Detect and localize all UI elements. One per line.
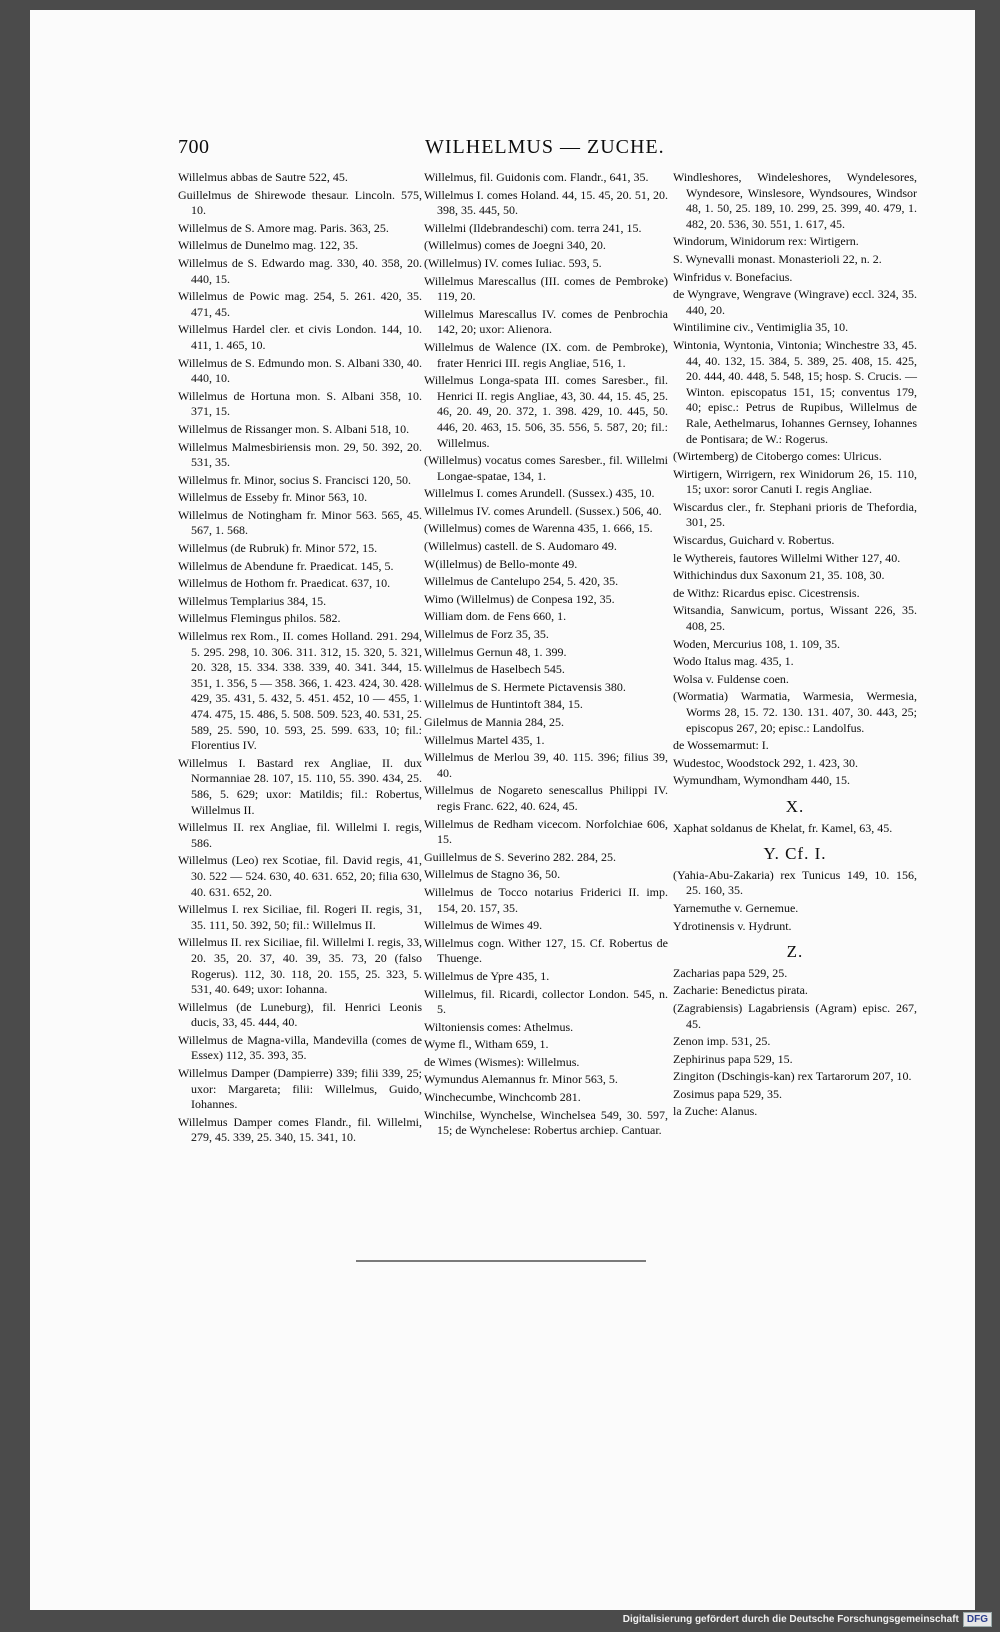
index-entry: Willelmi (Ildebrandeschi) com. terra 241, 15. [424,220,642,235]
index-entry: Willelmus I. comes Arundell. (Sussex.) 435, 10. [424,486,655,501]
index-entry: Zacharie: Benedictus pirata. [673,983,808,998]
index-entry: Wiltoniensis comes: Athelmus. [424,1019,574,1034]
page-number: 700 [178,136,210,158]
index-entry: Gilelmus de Mannia 284, 25. [424,715,564,729]
index-entry: le Wythereis, fautores Willelmi Wither 127, 40. [673,550,901,565]
dfg-logo: DFG [963,1612,992,1627]
index-entry: Ydrotinensis v. Hydrunt. [673,918,792,933]
index-entry: Willelmus IV. comes Arundell. (Sussex.) 506, 40. [424,503,662,518]
letter-heading: Y. Cf. I. [763,844,827,864]
index-entry: Wiscardus cler., fr. Stephani prioris de Thefordia, 301, 25. [673,499,917,530]
index-entry: Willelmus de S. Edmundo mon. S. Albani 330, 40. 440, 10. [178,355,422,386]
index-entry: Wintilimine civ., Ventimiglia 35, 10. [673,320,849,335]
index-entry: Willelmus Flemingus philos. 582. [178,611,341,626]
index-entry: Willelmus de S. Amore mag. Paris. 363, 25. [178,220,389,235]
index-entry: Guillelmus de Shirewode thesaur. Lincoln. 575, 10. [178,187,422,218]
index-entry: Willelmus abbas de Sautre 522, 45. [178,170,348,184]
index-column-2 [424,170,668,1141]
index-entry: (Willelmus) IV. comes Iuliac. 593, 5. [424,255,602,270]
index-entry: Winchilse, Wynchelse, Winchelsea 549, 30. 597, 15; de Wynchelese: Robertus archiep. Cantuar. [424,1107,668,1138]
index-entry: (Willelmus) vocatus comes Saresber., fil. Willelmi Longae-spatae, 134, 1. [424,453,668,483]
index-entry: Willelmus Gernun 48, 1. 399. [424,644,567,659]
index-entry: Willelmus Damper comes Flandr., fil. Willelmi, 279, 45. 339, 25. 340, 15. 341, 10. [178,1114,422,1145]
index-entry: Zenon imp. 531, 25. [673,1034,771,1049]
index-entry: Willelmus (de Rubruk) fr. Minor 572, 15. [178,541,378,556]
index-entry: de Wyngrave, Wengrave (Wingrave) eccl. 324, 35. 440, 20. [673,287,917,317]
index-entry: Willelmus de Rissanger mon. S. Albani 518, 10. [178,421,410,436]
index-column-1 [178,170,422,1148]
index-entry: (Wirtemberg) de Citobergo comes: Ulricus. [673,449,882,464]
index-entry: Willelmus de Hothom fr. Praedicat. 637, 10. [178,576,391,591]
index-entry: Willelmus de Magna-villa, Mandevilla (comes de Essex) 112, 35. 393, 35. [178,1032,422,1063]
index-entry: Willelmus de Abendune fr. Praedicat. 145, 5. [178,558,394,573]
index-entry: Woden, Mercurius 108, 1. 109, 35. [673,636,841,651]
index-entry: Xaphat soldanus de Khelat, fr. Kamel, 63, 45. [673,820,893,835]
index-entry: Willelmus de Tocco notarius Friderici II. imp. 154, 20. 157, 35. [424,884,668,915]
index-entry: Willelmus (Leo) rex Scotiae, fil. David regis, 41, 30. 522 — 524. 630, 40. 631. 652, 20; filia 630, 40. 631. 652, 20. [178,853,422,899]
index-entry: Willelmus Marescallus (III. comes de Pembroke) 119, 20. [424,273,668,304]
index-entry: Winchecumbe, Winchcomb 281. [424,1090,581,1105]
index-entry: Zephirinus papa 529, 15. [673,1051,793,1066]
page-header [30,130,975,170]
index-entry: Willelmus I. rex Siciliae, fil. Rogeri II. regis, 31, 35. 111, 50. 392, 50; fil.: Willelmus II. [178,902,422,932]
index-entry: Willelmus de Notingham fr. Minor 563. 565, 45. 567, 1. 568. [178,507,422,538]
index-entry: Willelmus de Walence (IX. com. de Pembroke), frater Henrici III. regis Angliae, 516, 1. [424,339,668,370]
index-entry: Yarnemuthe v. Gernemue. [673,900,799,915]
index-entry: W(illelmus) de Bello-monte 49. [424,556,578,571]
index-entry: Willelmus de Dunelmo mag. 122, 35. [178,238,359,253]
index-entry: Wodo Italus mag. 435, 1. [673,654,794,669]
index-entry: Willelmus (de Luneburg), fil. Henrici Leonis ducis, 33, 45. 444, 40. [178,999,422,1030]
index-entry: (Willelmus) comes de Joegni 340, 20. [424,238,606,253]
index-entry: la Zuche: Alanus. [673,1104,758,1119]
footer-credit: Digitalisierung gefördert durch die Deutsche Forschungsgemeinschaft [622,1613,959,1625]
index-entry: Willelmus de Cantelupo 254, 5. 420, 35. [424,574,619,589]
index-entry: (Willelmus) castell. de S. Audomaro 49. [424,539,617,554]
index-entry: Willelmus I. Bastard rex Angliae, II. dux Normanniae 28. 107, 15. 110, 55. 390. 434, 25. 586, 5. 629; uxor: Matildis; fil.: Robertus, Willelmus II. [178,755,422,817]
index-entry: Willelmus Longa-spata III. comes Saresber., fil. Henrici II. regis Angliae, 43, 30. 44, 15. 45, 25. 46, 20. 49, 20. 372, 1. 398. 429, 10. 445, 50. 446, 20. 463, 15. 506, 35. 556, 5. 587, 20; fil.: Willelmus. [424,373,668,450]
index-entry: Willelmus Malmesbiriensis mon. 29, 50. 392, 20. 531, 35. [178,439,422,470]
book-page [30,10,975,1610]
index-entry: de Withz: Ricardus episc. Cicestrensis. [673,585,860,600]
index-entry: Guillelmus de S. Severino 282. 284, 25. [424,849,616,864]
index-entry: Wintonia, Wyntonia, Vintonia; Winchestre 33, 45. 44, 40. 132, 15. 384, 5. 389, 25. 408, 15. 425, 20. 444, 40. 448, 5. 548, 15; hosp. S. Crucis. — Winton. episcopatus 151, 15; conventus 179, 40; episc.: Petrus de Rupibus, Willelmus de Rale, Aethelmarus, Iohannes Gernsey, Iohannes de Pontisara; de W.: Rogerus. [673,337,917,446]
index-entry: de Wossemarmut: I. [673,738,769,753]
running-title: WILHELMUS — ZUCHE. [425,136,665,158]
index-entry: Willelmus de S. Edwardo mag. 330, 40. 358, 20. 440, 15. [178,255,422,286]
index-entry: Winfridus v. Bonefacius. [673,269,793,284]
index-entry: Wirtigern, Wirrigern, rex Winidorum 26, 15. 110, 15; uxor: soror Canuti I. regis Angliae. [673,466,917,497]
index-entry: de Wimes (Wismes): Willelmus. [424,1054,580,1069]
index-entry: Willelmus Marescallus IV. comes de Penbrochia 142, 20; uxor: Alienora. [424,306,668,337]
index-entry: Willelmus de S. Hermete Pictavensis 380. [424,679,626,694]
index-entry: Willelmus de Powic mag. 254, 5. 261. 420, 35. 471, 45. [178,289,422,319]
index-entry: Willelmus de Nogareto senescallus Philippi IV. regis Franc. 622, 40. 624, 45. [424,783,668,813]
index-entry: Zosimus papa 529, 35. [673,1086,782,1101]
letter-heading: X. [785,796,805,816]
index-entry: Wolsa v. Fuldense coen. [673,671,789,686]
index-entry: Wymundus Alemannus fr. Minor 563, 5. [424,1072,618,1087]
index-entry: Witsandia, Sanwicum, portus, Wissant 226, 35. 408, 25. [673,603,917,634]
index-entry: S. Wynevalli monast. Monasterioli 22, n. 2. [673,251,882,266]
index-entry: Wyme fl., Witham 659, 1. [424,1037,549,1052]
index-entry: Willelmus rex Rom., II. comes Holland. 291. 294, 5. 295. 298, 10. 306. 311. 312, 15. 320, 5. 321, 20. 328, 15. 334. 338. 339, 40. 341. 344, 15. 351, 1. 356, 5 — 358. 366, 1. 423. 424, 30. 428. 429, 35. 431, 5. 432, 5. 451. 452, 10 — 455, 1. 474. 475, 15. 486, 5. 508. 509. 523, 40. 531, 25. 589, 25. 590, 10. 593, 25. 599. 633, 10; fil.: Florentius IV. [178,629,422,753]
index-entry: Willelmus de Merlou 39, 40. 115. 396; filius 39, 40. [424,750,668,780]
page-rule [356,1260,646,1262]
index-entry: Willelmus cogn. Wither 127, 15. Cf. Robertus de Thuenge. [424,935,668,966]
index-entry: Windleshores, Windeleshores, Wyndelesores, Wyndesore, Winslesore, Wyndsoures, Windsor 48, 1. 50, 25. 189, 10. 299, 25. 399, 40. 479, 1. 482, 20. 536, 30. 551, 1. 617, 45. [673,170,917,231]
index-entry: Willelmus de Huntintoft 384, 15. [424,697,583,712]
index-entry: (Willelmus) comes de Warenna 435, 1. 666, 15. [424,521,653,536]
index-entry: Zingiton (Dschingis-kan) rex Tartarorum 207, 10. [673,1069,912,1084]
index-entry: Willelmus de Redham vicecom. Norfolchiae 606, 15. [424,816,668,847]
index-entry: Wimo (Willelmus) de Conpesa 192, 35. [424,591,615,606]
index-entry: Willelmus Martel 435, 1. [424,732,545,747]
index-entry: Willelmus Damper (Dampierre) 339; filii 339, 25; uxor: Margareta; filii: Willelmus, Guido, Iohannes. [178,1066,422,1112]
index-entry: Willelmus II. rex Angliae, fil. Willelmi I. regis, 586. [178,820,422,850]
index-entry: Willelmus de Hortuna mon. S. Albani 358, 10. 371, 15. [178,388,422,419]
index-entry: Willelmus fr. Minor, socius S. Francisci 120, 50. [178,472,412,487]
index-entry: Willelmus I. comes Holand. 44, 15. 45, 20. 51, 20. 398, 35. 445, 50. [424,187,668,218]
index-entry: Willelmus II. rex Siciliae, fil. Willelmi I. regis, 33, 20. 35, 20. 37, 40. 39, 35. 73, 20 (falso Rogerus). 112, 30. 118, 20. 155, 25. 323, 5. 531, 40. 649; uxor: Iohanna. [178,935,422,997]
index-entry: Wudestoc, Woodstock 292, 1. 423, 30. [673,755,858,770]
index-entry: Wiscardus, Guichard v. Robertus. [673,533,835,548]
index-entry: Willelmus de Esseby fr. Minor 563, 10. [178,490,368,505]
index-entry: Windorum, Winidorum rex: Wirtigern. [673,234,859,249]
index-entry: Willelmus de Haselbech 545. [424,662,565,677]
index-entry: Zacharias papa 529, 25. [673,965,788,980]
index-entry: Wymundham, Wymondham 440, 15. [673,773,850,788]
index-entry: Willelmus Hardel cler. et civis London. 144, 10. 411, 1. 465, 10. [178,322,422,352]
index-entry: (Wormatia) Warmatia, Warmesia, Wermesia, Worms 28, 15. 72. 130. 131. 407, 30. 443, 25; episcopus 267, 20; episc.: Landolfus. [673,689,917,735]
index-entry: Willelmus de Ypre 435, 1. [424,968,550,983]
index-entry: (Zagrabiensis) Lagabriensis (Agram) episc. 267, 45. [673,1000,917,1031]
digitization-footer [623,1610,992,1628]
index-entry: Withichindus dux Saxonum 21, 35. 108, 30. [673,568,885,583]
index-entry: Willelmus Templarius 384, 15. [178,593,327,608]
index-entry: William dom. de Fens 660, 1. [424,609,567,624]
letter-heading: Z. [786,942,804,962]
index-entry: Willelmus de Forz 35, 35. [424,627,549,642]
index-column-3 [673,170,917,1122]
index-entry: Willelmus, fil. Guidonis com. Flandr., 641, 35. [424,170,649,184]
index-entry: (Yahia-Abu-Zakaria) rex Tunicus 149, 10. 156, 25. 160, 35. [673,867,917,898]
index-entry: Willelmus, fil. Ricardi, collector London. 545, n. 5. [424,986,668,1017]
index-entry: Willelmus de Stagno 36, 50. [424,867,561,882]
index-entry: Willelmus de Wimes 49. [424,918,543,933]
